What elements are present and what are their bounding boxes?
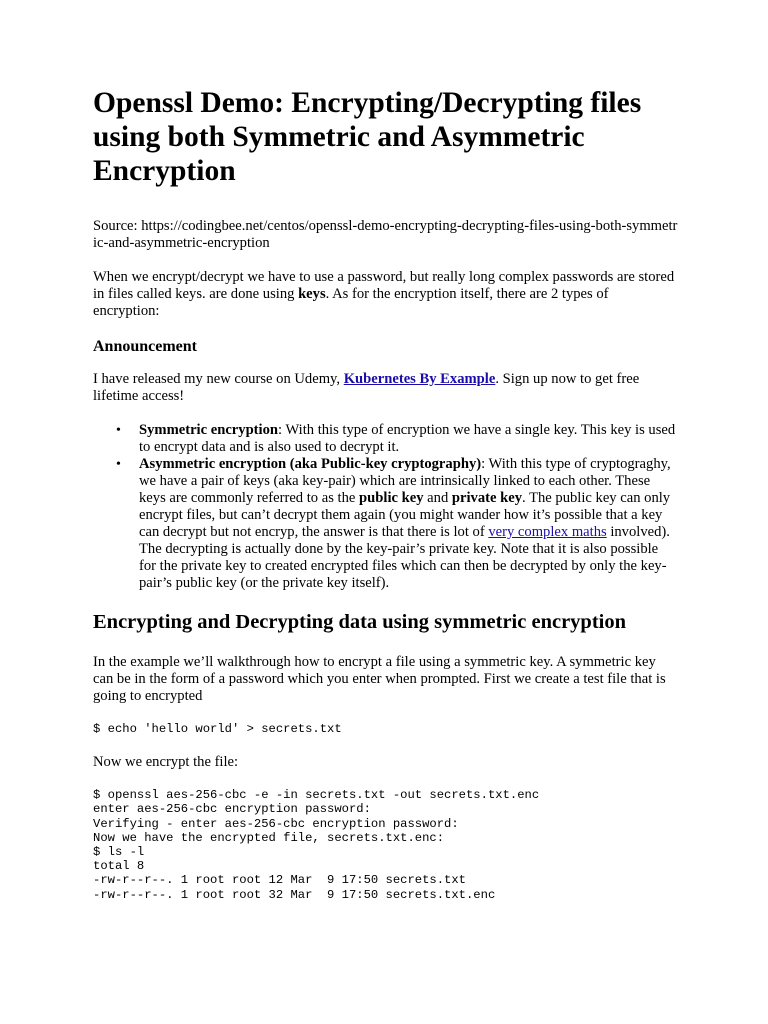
encryption-types-list <box>93 422 678 592</box>
symmetric-label: Symmetric encryption <box>139 422 279 438</box>
intro-paragraph <box>93 269 678 320</box>
private-key-bold: private key <box>451 490 523 506</box>
document-title: Openssl Demo: Encrypting/Decrypting files using both Symmetric and Asymmetric Encryption <box>93 87 642 187</box>
intro-text-after: . As for the encryption itself, there are 2 types of encryption: <box>93 286 609 319</box>
code-block-echo: $ echo 'hello world' > secrets.txt <box>93 722 342 736</box>
asymmetric-text-1: : With this type of cryptograghy, we have a pair of keys (aka key-pair) which are intrinsically linked to each other. These keys are commonly referred to as the <box>139 456 671 506</box>
intro-text-before: When we encrypt/decrypt we have to use a password, but really long complex passwords are stored in files called keys. are done using <box>93 269 675 302</box>
kubernetes-course-link[interactable]: Kubernetes By Example <box>343 371 496 387</box>
section-paragraph-1: In the example we’ll walkthrough how to encrypt a file using a symmetric key. A symmetric key can be in the form of a password which you enter when prompted. First we create a test file that is going to encrypted <box>93 654 666 704</box>
list-item-asymmetric <box>139 456 678 592</box>
asymmetric-text-3: involved). The decrypting is actually done by the key-pair’s private key. Note that it is also possible for the private key to created encrypted files which can then be decrypted by only the key-pair’s public key (or the private key itself). <box>139 524 670 591</box>
complex-maths-link[interactable]: very complex maths <box>488 524 607 540</box>
public-key-bold: public key <box>359 490 424 506</box>
asymmetric-and: and <box>423 490 452 506</box>
intro-keys-bold: keys <box>298 286 326 302</box>
asymmetric-label: Asymmetric encryption (aka Public-key cryptography) <box>139 456 482 472</box>
list-item-symmetric <box>139 422 678 456</box>
code-block-openssl: $ openssl aes-256-cbc -e -in secrets.txt -out secrets.txt.enc enter aes-256-cbc encryption password: Verifying - enter aes-256-cbc encryption password: Now we have the encrypted file, secrets.txt.enc: $ ls -l total 8 -rw-r--r--. 1 root root 12 Mar 9 17:50 secrets.txt -rw-r--r--. 1 root root 32 Mar 9 17:50 secrets.txt.enc <box>93 788 540 902</box>
section-heading: Encrypting and Decrypting data using symmetric encryption <box>93 611 626 633</box>
asymmetric-text-2: . The public key can only encrypt files, but can’t decrypt them again (you might wander how it’s possible that a key can decrypt but not encryp, the answer is that there is lot of <box>139 490 671 540</box>
symmetric-description: : With this type of encryption we have a single key. This key is used to encrypt data and is also used to decrypt it. <box>139 422 676 455</box>
announcement-paragraph <box>93 371 678 405</box>
section-paragraph-2: Now we encrypt the file: <box>93 754 239 771</box>
document-page <box>93 86 678 920</box>
announcement-heading: Announcement <box>93 338 198 355</box>
source-line: Source: https://codingbee.net/centos/openssl-demo-encrypting-decrypting-files-using-both-symmetric-and-asymmetric-encryption <box>93 218 678 251</box>
announcement-text-before: I have released my new course on Udemy, <box>93 371 344 387</box>
announcement-text-after: . Sign up now to get free lifetime access! <box>93 371 640 404</box>
